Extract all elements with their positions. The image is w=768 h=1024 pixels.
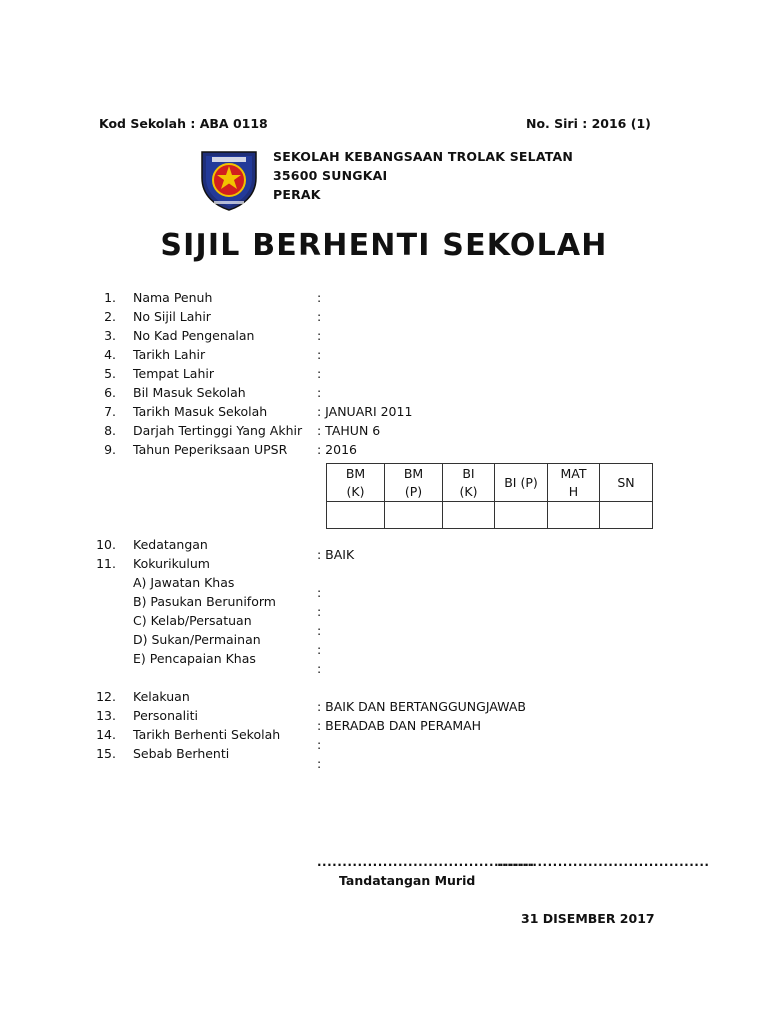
signature-label: Tandatangan Murid	[339, 873, 476, 888]
list-item	[90, 744, 390, 763]
item-label: Darjah Tertinggi Yang Akhir	[133, 423, 303, 438]
item-label: D) Sukan/Permainan	[133, 632, 261, 647]
item-number: 4.	[104, 347, 116, 362]
grade-cell	[495, 502, 548, 529]
item-value: :	[317, 328, 322, 343]
item-number: 9.	[104, 442, 116, 457]
item-value: :	[317, 604, 322, 619]
list-item	[90, 307, 690, 326]
table-row	[327, 502, 653, 529]
signature-line-right: ..........................................	[497, 855, 710, 869]
grade-cell	[443, 502, 495, 529]
list-item	[90, 649, 390, 668]
page-title: SIJIL BERHENTI SEKOLAH	[160, 228, 608, 263]
tarikh-berhenti-value: :	[317, 737, 322, 752]
item-value: :	[317, 347, 322, 362]
grade-cell	[600, 502, 653, 529]
personaliti-value: : BERADAB DAN PERAMAH	[317, 718, 482, 733]
item-label: No Sijil Lahir	[133, 309, 211, 324]
sebab-berhenti-value: :	[317, 756, 322, 771]
item-number: 5.	[104, 366, 116, 381]
item-label: Personaliti	[133, 708, 198, 723]
item-label: Nama Penuh	[133, 290, 213, 305]
no-siri: No. Siri : 2016 (1)	[526, 116, 651, 131]
grade-header-sn: SN	[600, 464, 653, 502]
item-label: Bil Masuk Sekolah	[133, 385, 246, 400]
item-value: :	[317, 290, 322, 305]
grade-header-math: MAT H	[548, 464, 600, 502]
item-label: Tempat Lahir	[133, 366, 215, 381]
item-number: 6.	[104, 385, 116, 400]
item-label: A) Jawatan Khas	[133, 575, 235, 590]
list-item	[90, 573, 390, 592]
item-label: Kokurikulum	[133, 556, 210, 571]
item-number: 8.	[104, 423, 116, 438]
list-item	[90, 364, 690, 383]
list-item	[90, 611, 390, 630]
item-number: 10.	[96, 537, 116, 552]
list-item	[90, 630, 390, 649]
list-item	[90, 345, 690, 364]
item-value: :	[317, 623, 322, 638]
table-header-row	[327, 464, 653, 502]
list-item	[90, 592, 390, 611]
grade-header-bm-p: BM (P)	[385, 464, 443, 502]
school-name: SEKOLAH KEBANGSAAN TROLAK SELATAN	[273, 149, 574, 164]
item-label: B) Pasukan Beruniform	[133, 594, 276, 609]
kedatangan-value: : BAIK	[317, 547, 355, 562]
item-number: 12.	[96, 689, 116, 704]
item-number: 14.	[96, 727, 116, 742]
item-label: Tahun Peperiksaan UPSR	[133, 442, 288, 457]
list-item	[90, 402, 690, 421]
list-item	[90, 326, 690, 345]
item-label: Kelakuan	[133, 689, 190, 704]
grade-header-bm-k: BM (K)	[327, 464, 385, 502]
item-number: 1.	[104, 290, 116, 305]
grade-header-bi-k: BI (K)	[443, 464, 495, 502]
signature-date: 31 DISEMBER 2017	[521, 911, 655, 926]
item-label: Kedatangan	[133, 537, 208, 552]
grade-cell	[327, 502, 385, 529]
item-number: 13.	[96, 708, 116, 723]
item-number: 3.	[104, 328, 116, 343]
grade-cell	[385, 502, 443, 529]
item-value: : TAHUN 6	[317, 423, 381, 438]
school-crest-icon	[198, 148, 260, 212]
signature-line-left: ...........................................	[317, 855, 535, 869]
item-value: : 2016	[317, 442, 357, 457]
info-list	[90, 288, 690, 459]
school-postcode-city: 35600 SUNGKAI	[273, 168, 388, 183]
item-number: 7.	[104, 404, 116, 419]
item-value: :	[317, 385, 322, 400]
kod-sekolah: Kod Sekolah : ABA 0118	[99, 116, 268, 131]
item-label: Tarikh Masuk Sekolah	[133, 404, 268, 419]
item-value: : JANUARI 2011	[317, 404, 413, 419]
item-label: Tarikh Berhenti Sekolah	[133, 727, 281, 742]
school-state: PERAK	[273, 187, 321, 202]
upsr-grades-table	[326, 463, 653, 529]
item-number: 2.	[104, 309, 116, 324]
item-value: :	[317, 366, 322, 381]
kelakuan-value: : BAIK DAN BERTANGGUNGJAWAB	[317, 699, 526, 714]
grade-header-bi-p: BI (P)	[495, 464, 548, 502]
grade-cell	[548, 502, 600, 529]
item-label: Tarikh Lahir	[133, 347, 206, 362]
item-label: Sebab Berhenti	[133, 746, 230, 761]
item-label: C) Kelab/Persatuan	[133, 613, 252, 628]
item-label: E) Pencapaian Khas	[133, 651, 256, 666]
list-item	[90, 440, 690, 459]
item-number: 11.	[96, 556, 116, 571]
item-value: :	[317, 661, 322, 676]
list-item	[90, 421, 690, 440]
item-value: :	[317, 585, 322, 600]
item-label: No Kad Pengenalan	[133, 328, 255, 343]
list-item	[90, 288, 690, 307]
item-value: :	[317, 642, 322, 657]
item-number: 15.	[96, 746, 116, 761]
list-item	[90, 383, 690, 402]
item-value: :	[317, 309, 322, 324]
